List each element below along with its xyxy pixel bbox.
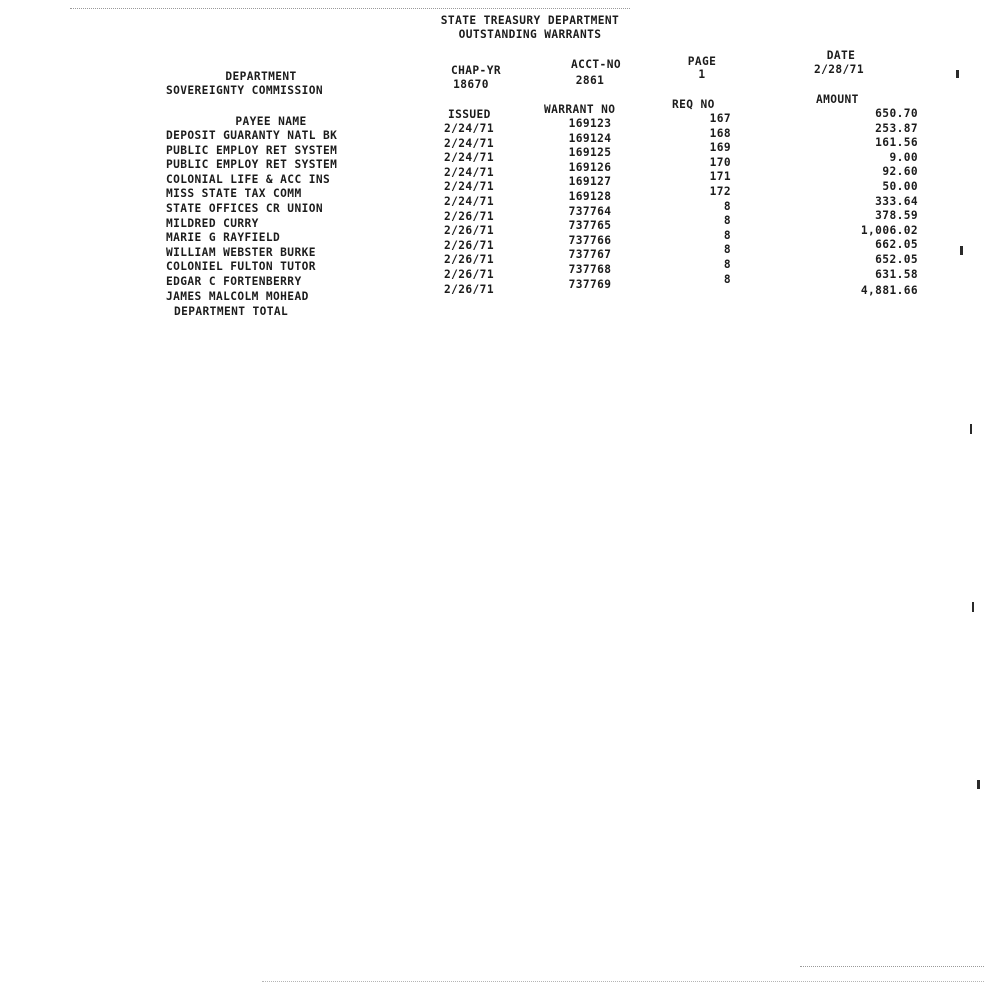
amount-cell: 253.87	[875, 121, 918, 135]
amount-cell: 92.60	[882, 165, 918, 179]
issued-date-cell: 2/26/71	[444, 209, 494, 223]
issued-date-cell: 2/26/71	[444, 268, 494, 281]
warrant-column-header: WARRANT NO	[544, 103, 616, 116]
warrant-no-cell: 169123	[568, 117, 612, 130]
acct-no-value: 2861	[575, 74, 605, 87]
req-no-cell: 8	[723, 228, 731, 242]
issued-date-cell: 2/24/71	[444, 165, 494, 179]
payee-name-cell: DEPOSIT GUARANTY NATL BK	[166, 129, 338, 142]
req-no-cell: 8	[723, 258, 731, 271]
issued-date-cell: 2/26/71	[444, 253, 494, 267]
chap-yr-value: 18670	[453, 78, 489, 91]
margin-mark	[960, 246, 963, 255]
issued-date-cell: 2/24/71	[444, 195, 494, 208]
payee-name-cell: JAMES MALCOLM MOHEAD	[166, 289, 309, 303]
req-no-cell: 171	[709, 170, 731, 184]
req-no-cell: 172	[709, 185, 731, 198]
report-subtitle: OUTSTANDING WARRANTS	[458, 28, 602, 41]
amount-cell: 650.70	[875, 107, 918, 120]
issued-date-cell: 2/24/71	[444, 136, 494, 150]
issued-column-header: ISSUED	[448, 108, 491, 121]
req-no-cell: 8	[723, 243, 731, 257]
req-column-header: REQ NO	[672, 98, 715, 111]
amount-cell: 652.05	[875, 253, 918, 266]
payee-name-cell: WILLIAM WEBSTER BURKE	[166, 245, 316, 259]
payee-name-cell: STATE OFFICES CR UNION	[166, 202, 323, 215]
report-title: STATE TREASURY DEPARTMENT	[440, 14, 620, 27]
margin-mark	[972, 602, 974, 612]
warrant-no-cell: 737768	[568, 263, 612, 276]
margin-mark	[977, 780, 980, 789]
req-no-cell: 169	[709, 141, 731, 155]
issued-date-cell: 2/24/71	[444, 122, 494, 135]
department-total-amount: 4,881.66	[860, 284, 918, 297]
payee-name-cell: COLONIEL FULTON TUTOR	[166, 260, 316, 274]
req-no-cell: 170	[709, 155, 731, 169]
date-value: 2/28/71	[814, 63, 864, 76]
amount-cell: 1,006.02	[860, 223, 918, 237]
page-value: 1	[698, 68, 706, 81]
department-label: DEPARTMENT	[225, 70, 297, 83]
warrant-no-cell: 737765	[568, 219, 612, 233]
req-no-cell: 167	[709, 112, 731, 125]
top-perforation	[70, 8, 630, 9]
payee-name-cell: MISS STATE TAX COMM	[166, 187, 302, 201]
issued-date-cell: 2/24/71	[444, 151, 494, 165]
payee-name-cell: MILDRED CURRY	[166, 216, 259, 230]
bottom-perforation	[262, 981, 984, 982]
payee-name-cell: PUBLIC EMPLOY RET SYSTEM	[166, 143, 338, 157]
warrant-no-cell: 737766	[568, 233, 612, 247]
warrant-no-cell: 169124	[568, 131, 612, 145]
amount-cell: 662.05	[875, 238, 918, 252]
warrant-no-cell: 737767	[568, 248, 612, 262]
req-no-cell: 8	[723, 272, 731, 286]
warrant-no-cell: 169125	[568, 146, 612, 160]
warrant-no-cell: 169126	[568, 160, 612, 174]
page-label: PAGE	[687, 55, 717, 68]
req-no-cell: 8	[723, 214, 731, 228]
margin-mark	[956, 70, 959, 78]
acct-no-label: ACCT-NO	[571, 58, 621, 71]
issued-date-cell: 2/26/71	[444, 282, 494, 296]
payee-name-cell: EDGAR C FORTENBERRY	[166, 275, 302, 288]
amount-cell: 378.59	[875, 209, 918, 223]
issued-date-cell: 2/24/71	[444, 180, 494, 194]
warrant-no-cell: 169127	[568, 175, 612, 189]
warrant-no-cell: 737764	[568, 204, 612, 218]
warrant-no-cell: 169128	[568, 190, 612, 203]
issued-date-cell: 2/26/71	[444, 238, 494, 252]
warrant-no-cell: 737769	[568, 277, 612, 291]
payee-name-cell: COLONIAL LIFE & ACC INS	[166, 172, 331, 186]
req-no-cell: 168	[709, 126, 731, 140]
department-value: SOVEREIGNTY COMMISSION	[166, 84, 323, 97]
chap-yr-label: CHAP-YR	[451, 64, 501, 77]
amount-cell: 161.56	[875, 136, 918, 150]
payee-column-header: PAYEE NAME	[235, 115, 307, 128]
amount-cell: 9.00	[889, 150, 918, 164]
amount-cell: 50.00	[882, 180, 918, 193]
amount-cell: 631.58	[875, 267, 918, 281]
bottom-perforation	[800, 966, 984, 967]
issued-date-cell: 2/26/71	[444, 224, 494, 238]
department-total-label: DEPARTMENT TOTAL	[174, 305, 289, 318]
payee-name-cell: PUBLIC EMPLOY RET SYSTEM	[166, 158, 338, 172]
date-label: DATE	[826, 49, 856, 62]
payee-name-cell: MARIE G RAYFIELD	[166, 231, 281, 245]
amount-cell: 333.64	[875, 194, 918, 208]
margin-mark	[970, 424, 972, 434]
req-no-cell: 8	[723, 199, 731, 213]
amount-column-header: AMOUNT	[816, 93, 859, 106]
